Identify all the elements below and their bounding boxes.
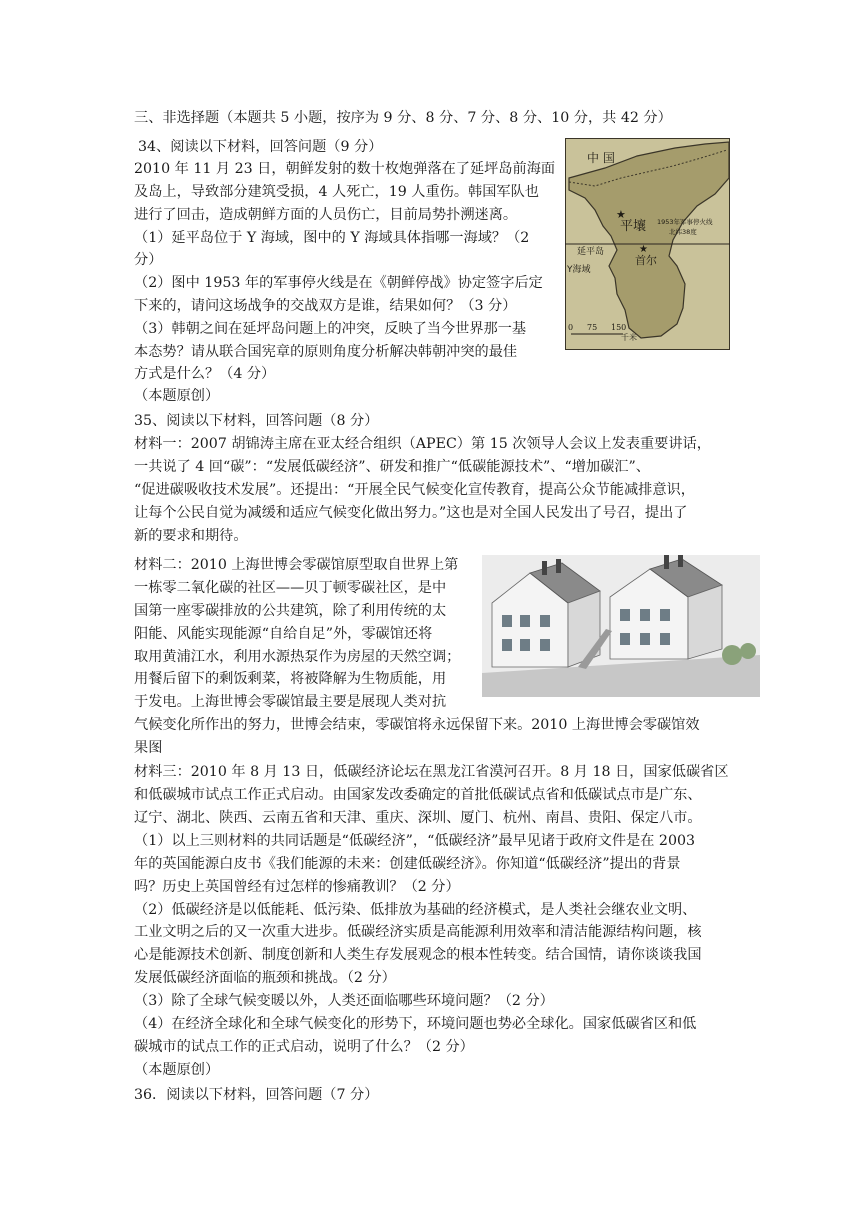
q35-subquestion-1: （1）以上三则材料的共同话题是“低碳经济”，“低碳经济”最早见诸于政府文件是在 2003	[134, 833, 696, 849]
q35-material-2-line: 一栋零二氧化碳的社区——贝丁顿零碳社区，是中	[134, 580, 447, 596]
map-label-island: 延平岛	[577, 247, 605, 257]
q35-question-line: 心是能源技术创新、制度创新和人类生存发展观念的根本性转变。结合国情，请你谈谈我国	[134, 947, 702, 963]
korea-map	[565, 138, 730, 350]
q34-heading: 34、阅读以下材料，回答问题（9 分）	[138, 139, 383, 155]
section-header: 三、非选择题（本题共 5 小题，按序为 9 分、8 分、7 分、8 分、10 分，共 42 分）	[134, 110, 672, 126]
q35-question-line: 吗？历史上英国曾经有过怎样的惨痛教训？（2 分）	[134, 879, 460, 895]
map-label-sea: Y海域	[567, 265, 591, 275]
q35-material-1-line: 材料一：2007 胡锦涛主席在亚太经合组织（APEC）第 15 次领导人会议上发表重要讲话，	[134, 436, 711, 452]
map-label-china: 中 国	[587, 151, 615, 165]
scale-0: 0	[568, 323, 574, 332]
q35-material-3-line: 材料三：2010 年 8 月 13 日，低碳经济论坛在黑龙江省漠河召开。8 月 18 日，国家低碳省区	[134, 764, 729, 780]
scale-unit: 千米	[621, 333, 637, 342]
q34-line: 方式是什么？（4 分）	[134, 366, 276, 382]
map-label-latitude: 北纬38度	[669, 228, 697, 236]
q35-material-1-line: 新的要求和期待。	[134, 528, 248, 544]
map-label-seoul: 首尔	[635, 254, 657, 267]
scale-150: 150	[611, 323, 627, 332]
q35-material-3-line: 和低碳城市试点工作正式启动。由国家发改委确定的首批低碳试点省和低碳试点市是广东、	[134, 787, 702, 803]
q34-line: 分）	[134, 252, 163, 268]
q35-question-line: 碳城市的试点工作的正式启动，说明了什么？（2 分）	[134, 1039, 474, 1055]
q34-source-note: （本题原创）	[134, 388, 220, 404]
seoul-star-icon: ★	[639, 244, 648, 255]
map-label-ceasefire: 1953年军事停火线	[657, 218, 713, 226]
map-label-pyongyang: 平壤	[620, 219, 647, 234]
q35-material-3-line: 辽宁、湖北、陕西、云南五省和天津、重庆、深圳、厦门、杭州、南昌、贵阳、保定八市。	[134, 810, 702, 826]
q34-line: 进行了回击，造成朝鲜方面的人员伤亡，目前局势扑溯迷离。	[134, 207, 518, 223]
q34-subquestion-1: （1）延平岛位于 Y 海域，图中的 Y 海域具体指哪一海域？（2	[134, 230, 530, 246]
q36-heading: 36．阅读以下材料，回答问题（7 分）	[134, 1087, 379, 1103]
q35-material-2-line: 于发电。上海世博会零碳馆最主要是展现人类对抗	[134, 694, 447, 710]
q34-line: 2010 年 11 月 23 日，朝鲜发射的数十枚炮弹落在了延坪岛前海面	[134, 161, 556, 177]
q35-material-2-line: 取用黄浦江水，利用水源热泵作为房屋的天然空调；	[134, 649, 461, 665]
q35-material-1-line: 一共说了 4 回“碳”：“发展低碳经济”、研发和推广“低碳能源技术”、“增加碳汇”、	[134, 459, 650, 475]
q35-material-1-line: 让每个公民自觉为减缓和适应气候变化做出努力。”这也是对全国人民发出了号召，提出了	[134, 505, 688, 521]
q35-material-2-line: 国第一座零碳排放的公共建筑，除了利用传统的太	[134, 603, 447, 619]
q34-line: 下来的，请问这场战争的交战双方是谁，结果如何？（3 分）	[134, 298, 517, 314]
scale-75: 75	[587, 323, 598, 332]
q35-subquestion-3: （3）除了全球气候变暖以外，人类还面临哪些环境问题？（2 分）	[134, 993, 554, 1009]
pyongyang-star-icon: ★	[616, 208, 626, 221]
q34-subquestion-3: （3）韩朝之间在延坪岛问题上的冲突，反映了当今世界那一基	[134, 321, 527, 337]
q35-material-2-line: 果图	[134, 740, 163, 756]
q35-material-2-line: 阳能、风能实现能源“自给自足”外，零碳馆还将	[134, 626, 433, 642]
q34-line: 及岛上，导致部分建筑受损，4 人死亡，19 人重伤。韩国军队也	[134, 184, 539, 200]
q35-question-line: 年的英国能源白皮书《我们能源的未来：创建低碳经济》。你知道“低碳经济”提出的背景	[134, 856, 681, 872]
q35-material-2-line: 材料二：2010 上海世博会零碳馆原型取自世界上第	[134, 557, 459, 573]
q35-material-1-line: “促进碳吸收技术发展”。还提出：“开展全民气候变化宣传教育，提高公众节能减排意识，	[134, 482, 695, 498]
q35-source-note: （本题原创）	[134, 1062, 220, 1078]
q35-material-2-line: 用餐后留下的剩饭剩菜，将被降解为生物质能，用	[134, 671, 447, 687]
q35-subquestion-4: （4）在经济全球化和全球气候变化的形势下，环境问题也势必全球化。国家低碳省区和低	[134, 1016, 697, 1032]
q35-question-line: 工业文明之后的又一次重大进步。低碳经济实质是高能源利用效率和清洁能源结构问题，核	[134, 924, 702, 940]
q35-question-line: 发展低碳经济面临的瓶颈和挑战。（2 分）	[134, 970, 396, 986]
zero-carbon-pavilion-image	[482, 555, 760, 697]
q35-material-2-line: 气候变化所作出的努力，世博会结束，零碳馆将永远保留下来。2010 上海世博会零碳馆效	[134, 717, 700, 733]
q35-subquestion-2: （2）低碳经济是以低能耗、低污染、低排放为基础的经济模式，是人类社会继农业文明、	[134, 902, 697, 918]
q35-heading: 35、阅读以下材料，回答问题（8 分）	[134, 413, 379, 429]
q34-subquestion-2: （2）图中 1953 年的军事停火线是在《朝鲜停战》协定签字后定	[134, 275, 543, 291]
q34-line: 本态势？请从联合国宪章的原则角度分析解决韩朝冲突的最佳	[134, 344, 518, 360]
